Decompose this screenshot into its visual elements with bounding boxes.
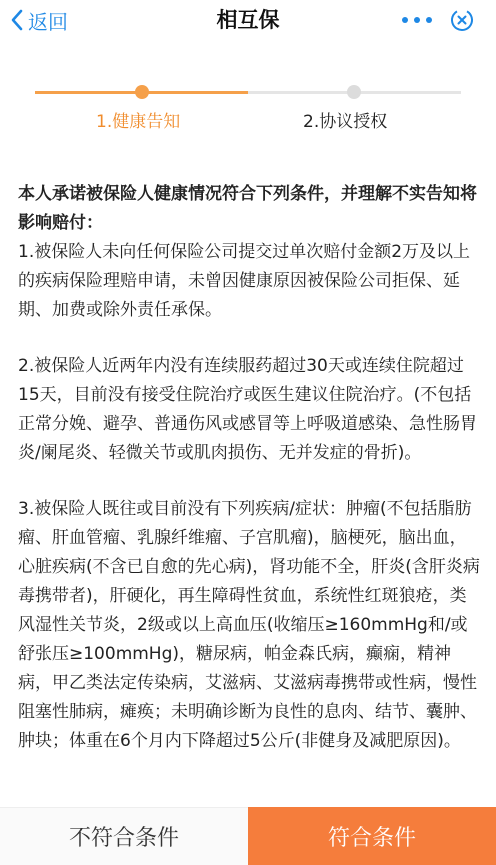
step-1-label: 1.健康告知 [96,112,181,132]
bottom-action-bar [0,807,496,865]
declaration-item-3: 3.被保险人既往或目前没有下列疾病/症状：肿瘤(不包括脂肪瘤、肝血管瘤、乳腺纤维瘤、子宫肌瘤)，脑梗死，脑出血，心脏疾病(不含已自愈的先心病)，肾功能不全，肝炎(含肝炎病毒携带者)，肝硬化，再生障碍性贫血，系统性红斑狼疮，类风湿性关节炎，2级或以上高血压(收缩压≥160mmHg和/或舒张压≥100mmHg)，糖尿病，帕金森氏病，癫痫，精神病，甲乙类法定传染病，艾滋病、艾滋病毒携带或性病，慢性阻塞性肺病，瘫痪；未明确诊断为良性的息肉、结节、囊肿、肿块；体重在6个月内下降超过5公斤(非健身及减肥原因)。 [18,499,480,751]
page-title: 相互保 [216,8,280,32]
declaration-lead: 本人承诺被保险人健康情况符合下列条件，并理解不实告知将影响赔付： [18,184,477,233]
more-options-icon[interactable] [397,10,437,30]
health-declaration [18,180,480,756]
declaration-item-2: 2.被保险人近两年内没有连续服药超过30天或连续住院超过15天，目前没有接受住院治疗或医生建议住院治疗。(不包括正常分娩、避孕、普通伤风或感冒等上呼吸道感染、急性肠胃炎/阑尾炎、轻微关节或肌肉损伤、无并发症的骨折)。 [18,356,477,463]
qualified-button[interactable]: 符合条件 [248,807,496,865]
back-label: 返回 [28,9,68,34]
declaration-item-1: 1.被保险人未向任何保险公司提交过单次赔付金额2万及以上的疾病保险理赔申请，未曾因健康原因被保险公司拒保、延期、加费或除外责任承保。 [18,242,471,320]
step-2-dot [347,85,361,99]
progress-steps [0,80,496,140]
close-circle-icon[interactable] [450,8,474,32]
step-1-dot [135,85,149,99]
not-qualified-button[interactable]: 不符合条件 [0,807,248,865]
navigation-bar [0,0,496,40]
step-2-label: 2.协议授权 [303,112,388,132]
